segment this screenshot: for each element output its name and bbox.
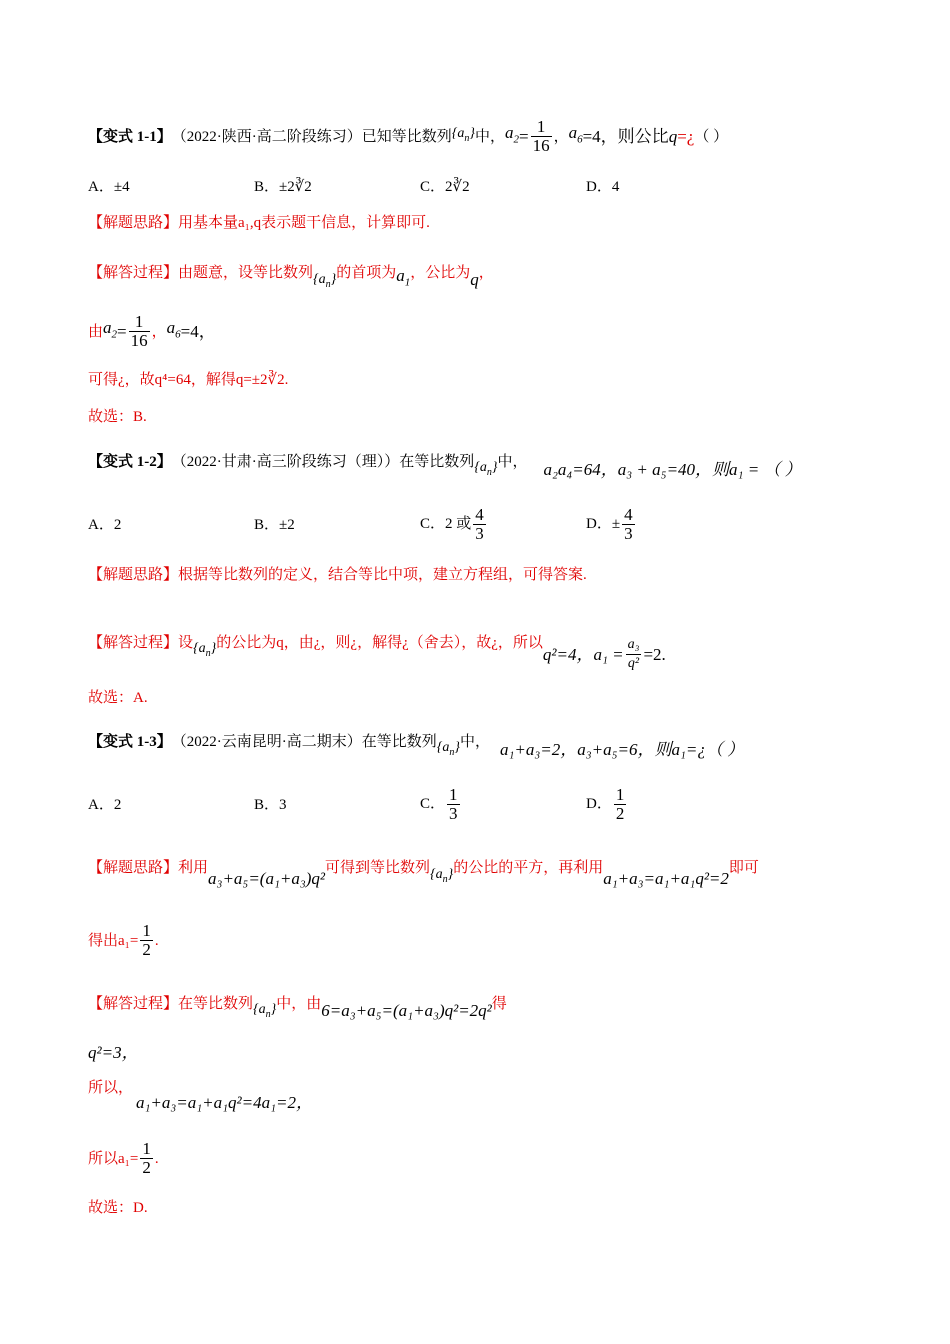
problem-text: 中， <box>474 128 505 145</box>
math-a1: $a_1$ <box>396 266 411 289</box>
option-a: A．2 <box>88 516 122 533</box>
math-a2: $a_2$ <box>103 318 118 341</box>
sequence-an: $\{a_n\}$ <box>474 460 498 478</box>
math-eq: =4， <box>180 321 216 341</box>
option-b: B．3 <box>254 796 287 813</box>
problem-text: 中， <box>497 454 528 471</box>
option-a: A．±4 <box>88 179 130 195</box>
math-eq: = <box>117 321 127 341</box>
process-text: 中，由 <box>276 996 322 1013</box>
idea-tag: 【解题思路】 <box>88 567 179 583</box>
process-text: ，公比为 <box>410 265 471 282</box>
option-d: D．± $\frac{4}{3}$ <box>586 505 633 543</box>
answer-line: 故选：A. <box>88 690 148 706</box>
problem-tag: 【变式 1-2】 <box>88 454 172 471</box>
process-text: 所以， <box>88 1080 134 1096</box>
solution-idea <box>88 565 587 585</box>
idea-text: . <box>154 932 159 949</box>
problem-1-3-header <box>88 722 744 763</box>
problem-1-3-options <box>88 786 752 823</box>
problem-text: =4，则公比 <box>582 126 669 146</box>
sequence-an: $\{a_n\}$ <box>253 1002 277 1020</box>
sequence-an: $\{a_n\}$ <box>436 740 460 758</box>
fraction-1-2: $\frac{1}{2}$ <box>142 1139 151 1177</box>
idea-text: 即可 <box>728 860 759 877</box>
math-equation: a₃+a₅=(a₁+a₃)q² <box>208 869 326 889</box>
idea-text: 利用 <box>178 860 209 877</box>
option-a: A．2 <box>88 796 122 813</box>
option-b: B．±2∛2 <box>254 179 312 195</box>
idea-text: 得出a₁= <box>88 932 139 949</box>
problem-source: （2022·甘肃·高三阶段练习（理））在等比数列 <box>171 454 475 471</box>
math-eq: =¿ <box>677 126 695 146</box>
math-equation: 6=a₃+a₅=(a₁+a₃)q²=2q² <box>321 1001 492 1021</box>
math-result: =2. <box>643 644 666 664</box>
option-c: C．2 或 $\frac{4}{3}$ <box>420 505 484 543</box>
math-a6: $a_6$ <box>166 318 181 341</box>
solution-step: 可得¿，故q⁴=64，解得q=±2∛2. <box>88 372 289 388</box>
process-text: 由 <box>88 323 104 340</box>
solution-process: 【解答过程】 由题意，设等比数列 $\{a_n\}$ 的首项为 $a_1$ ，公比为 q ， <box>88 252 494 295</box>
math-q: q <box>470 270 479 290</box>
math-result: q²=4，a₁ = <box>542 644 624 664</box>
option-c: C． $\frac{1}{3}$ <box>420 785 458 823</box>
option-b: B．±2 <box>254 516 295 533</box>
option-d: D． $\frac{1}{2}$ <box>586 785 625 823</box>
idea-text: 可得到等比数列 <box>325 860 431 877</box>
idea-text: 根据等比数列的定义，结合等比中项，建立方程组，可得答案. <box>178 567 587 583</box>
solution-step <box>88 313 216 350</box>
solution-process <box>88 612 666 673</box>
fraction-1-2: $\frac{1}{2}$ <box>142 921 151 959</box>
answer-line: 故选：B. <box>88 409 147 425</box>
process-text: . <box>154 1150 159 1167</box>
process-text: 的公比为q，由¿，则¿，解得¿（舍去），故¿，所以 <box>216 634 543 651</box>
math-q: q <box>668 126 678 146</box>
sequence-an: $\{a_n\}$ <box>430 867 454 885</box>
problem-tag: 【变式 1-3】 <box>88 734 172 751</box>
problem-source: （2022·云南昆明·高二期末）在等比数列 <box>171 734 437 751</box>
math-equation: a₁+a₃=a₁+a₁q²=4a₁=2， <box>136 1093 314 1112</box>
process-text: 得 <box>491 996 507 1013</box>
idea-text: 的公比的平方，再利用 <box>453 860 604 877</box>
answer-blank: （ ） <box>694 128 729 145</box>
process-text: 由题意，设等比数列 <box>178 265 314 282</box>
process-text: 设 <box>178 634 194 651</box>
math-equation: q²=3， <box>88 1043 139 1062</box>
process-text: ， <box>151 323 167 340</box>
problem-1-1-header <box>88 118 728 155</box>
problem-condition: a₁+a₃=2，a₃+a₅=6，则a₁=¿（ ） <box>499 740 745 760</box>
answer-line: 故选：D. <box>88 1200 148 1216</box>
idea-tag: 【解题思路】 <box>88 215 179 231</box>
math-a6: $a_6$ <box>568 123 583 146</box>
sequence-an: $\{a_n\}$ <box>313 272 337 290</box>
solution-idea-cont <box>88 922 159 959</box>
process-text: 的首项为 <box>336 265 397 282</box>
idea-tag: 【解题思路】 <box>88 860 179 877</box>
problem-tag: 【变式 1-1】 <box>88 128 172 145</box>
process-tag: 【解答过程】 <box>88 634 179 651</box>
problem-1-2-options <box>88 506 752 543</box>
fraction-1-16: $\frac{1}{16}$ <box>532 117 550 155</box>
option-c: C．2∛2 <box>420 179 470 195</box>
problem-1-1-options <box>88 177 752 197</box>
option-d: D．4 <box>586 179 620 195</box>
process-text: 在等比数列 <box>178 996 254 1013</box>
problem-condition: a₂a₄=64，a₃ + a₅=40，则a₁ = （ ） <box>543 460 802 480</box>
fraction-1-16: $\frac{1}{16}$ <box>130 312 148 350</box>
problem-text: 中， <box>459 734 490 751</box>
math-a2: $a_2$ <box>504 123 519 146</box>
process-text: 所以a₁= <box>88 1150 139 1167</box>
process-tag: 【解答过程】 <box>88 265 179 282</box>
problem-text: ， <box>553 128 569 145</box>
fraction-a3-q2: $\frac{\text{a₃}}{\text{q²}}$ <box>627 637 640 671</box>
sequence-an: $\{a_n\}$ <box>451 126 475 144</box>
solution-step <box>88 1140 159 1177</box>
problem-1-2-header <box>88 442 802 483</box>
math-eq: = <box>518 126 529 146</box>
sequence-an: $\{a_n\}$ <box>193 641 217 659</box>
solution-process <box>88 984 507 1025</box>
idea-text: 用基本量a₁,q表示题干信息，计算即可. <box>178 215 430 231</box>
solution-idea <box>88 847 759 890</box>
problem-source: （2022·陕西·高二阶段练习）已知等比数列 <box>171 128 452 145</box>
process-tag: 【解答过程】 <box>88 996 179 1013</box>
solution-idea <box>88 213 430 233</box>
math-equation: a₁+a₃=a₁+a₁q²=2 <box>603 869 729 889</box>
